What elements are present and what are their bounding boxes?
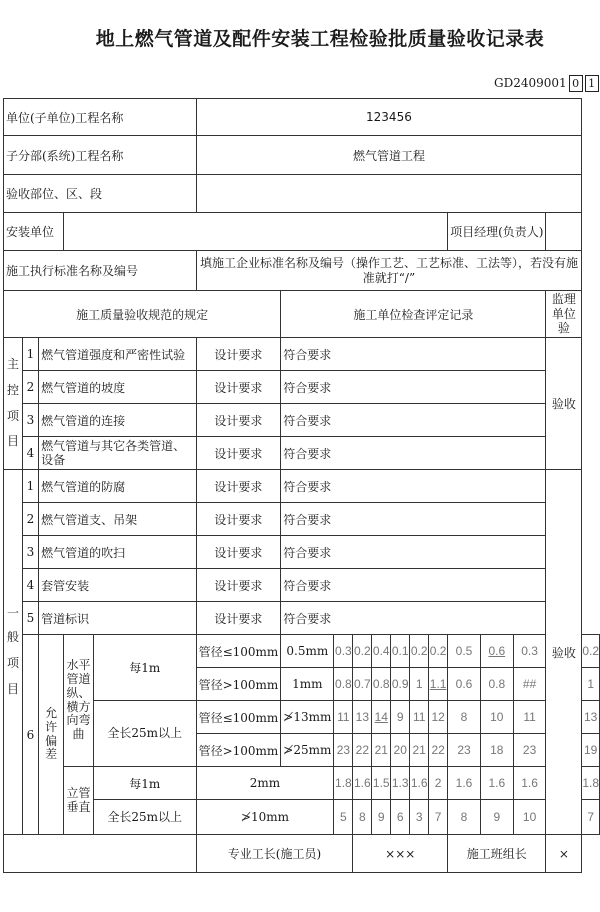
measured-value[interactable]: 9 [372,800,391,835]
unit-project-label: 单位(子单位)工程名称 [4,99,197,136]
deviation-limit: 2mm [196,767,334,800]
item-name: 燃气管道强度和严密性试验 [39,338,197,371]
deviation-number: 6 [22,635,38,835]
item-result[interactable]: 符合要求 [281,338,546,371]
deviation-limit: 0.5mm [281,635,334,668]
deviation-label: 允许偏差 [39,635,64,835]
measured-value[interactable]: 8 [353,800,372,835]
inspection-form-table [3,98,600,873]
main-acceptance[interactable]: 验收 [546,338,582,470]
page-title: 地上燃气管道及配件安装工程检验批质量验收记录表 [95,28,545,50]
measured-value[interactable]: 7 [582,800,600,835]
unit-project-value[interactable]: 123456 [196,99,582,136]
measured-value[interactable]: 21 [372,734,391,767]
item-result[interactable]: 符合要求 [281,437,546,470]
measured-value[interactable]: ## [513,668,546,701]
item-number: 5 [22,602,38,635]
per-meter-label: 每1m [93,767,196,800]
measured-value[interactable]: 1.6 [353,767,372,800]
measured-value[interactable]: 0.2 [582,635,600,668]
full-length-label: 全长25m以上 [93,701,196,767]
general-acceptance[interactable]: 验收 [546,470,582,835]
measured-value[interactable]: 23 [334,734,353,767]
item-result[interactable]: 符合要求 [281,470,546,503]
general-items-label: 一 般 项 目 [4,470,23,835]
measured-value[interactable]: 8 [448,701,481,734]
installer-label: 安装单位 [4,213,64,251]
item-name: 燃气管道的连接 [39,404,197,437]
measured-value[interactable]: 0.8 [372,668,391,701]
measured-value[interactable]: 14 [372,701,391,734]
measured-value[interactable]: 1.6 [513,767,546,800]
measured-value[interactable]: 0.6 [448,668,481,701]
main-control-label: 主 控 项 目 [4,338,23,470]
measured-value[interactable]: 23 [513,734,546,767]
item-number: 1 [22,338,38,371]
item-number: 4 [22,437,38,470]
measured-value[interactable]: 1 [410,668,429,701]
subsection-label: 子分部(系统)工程名称 [4,136,197,175]
item-number: 1 [22,470,38,503]
item-result[interactable]: 符合要求 [281,371,546,404]
measured-value[interactable]: 0.3 [334,635,353,668]
item-number: 2 [22,503,38,536]
item-requirement: 设计要求 [196,503,281,536]
standard-value[interactable]: 填施工企业标准名称及编号（操作工艺、工艺标准、工法等），若没有施准就打“/” [196,251,582,291]
item-number: 3 [22,404,38,437]
measured-value[interactable]: 21 [410,734,429,767]
measured-value[interactable]: 1.8 [582,767,600,800]
item-requirement: 设计要求 [196,338,281,371]
item-name: 燃气管道的坡度 [39,371,197,404]
item-number: 3 [22,536,38,569]
item-name: 燃气管道的防腐 [39,470,197,503]
measured-value[interactable]: 0.8 [480,668,513,701]
item-name: 燃气管道支、吊架 [39,503,197,536]
measured-value[interactable]: 0.4 [372,635,391,668]
measured-value[interactable]: 1.8 [334,767,353,800]
deviation-limit: ≯10mm [196,800,334,835]
standard-label: 施工执行标准名称及编号 [4,251,197,291]
measured-value[interactable]: 11 [513,701,546,734]
measured-value[interactable]: 1.6 [410,767,429,800]
pm-label: 项目经理(负责人) [448,213,546,251]
measured-value[interactable]: 0.6 [480,635,513,668]
measured-value[interactable]: 1.6 [448,767,481,800]
signoff-blank [4,835,197,873]
installer-value[interactable] [64,213,448,251]
foreman-label: 专业工长(施工员) [196,835,353,873]
measured-value[interactable]: 22 [429,734,448,767]
measured-value[interactable]: 7 [429,800,448,835]
item-result[interactable]: 符合要求 [281,569,546,602]
measured-value[interactable]: 13 [353,701,372,734]
item-name: 燃气管道与其它各类管道、设备 [39,437,197,470]
location-value[interactable] [196,175,582,213]
measured-value[interactable]: 0.2 [410,635,429,668]
item-number: 4 [22,569,38,602]
measured-value[interactable]: 0.1 [391,635,410,668]
measured-value[interactable]: 20 [391,734,410,767]
measured-value[interactable]: 13 [582,701,600,734]
item-name: 管道标识 [39,602,197,635]
measured-value[interactable]: 6 [391,800,410,835]
measured-value[interactable]: 0.9 [391,668,410,701]
per-meter-label: 每1m [93,635,196,701]
measured-value[interactable]: 22 [353,734,372,767]
measured-value[interactable]: 9 [391,701,410,734]
team-leader-value[interactable]: × [546,835,582,873]
form-code [494,75,599,92]
deviation-limit: 1mm [281,668,334,701]
measured-value[interactable]: 10 [480,701,513,734]
item-result[interactable]: 符合要求 [281,503,546,536]
measured-value[interactable]: 11 [334,701,353,734]
measured-value[interactable]: 5 [334,800,353,835]
horizontal-bend-label: 水平管道纵、横方向弯曲 [64,635,94,767]
item-requirement: 设计要求 [196,404,281,437]
item-requirement: 设计要求 [196,437,281,470]
item-name: 套管安装 [39,569,197,602]
supervision-column-header: 监理单位验 [546,291,582,338]
deviation-condition: 管径>100mm [196,668,281,701]
form-code-box[interactable]: 0 [569,75,583,92]
deviation-condition: 管径>100mm [196,734,281,767]
deviation-limit: ≯13mm [281,701,334,734]
measured-value[interactable]: 12 [429,701,448,734]
record-column-header: 施工单位检查评定记录 [281,291,546,338]
measured-value[interactable]: 0.3 [513,635,546,668]
measured-value[interactable]: 1.6 [480,767,513,800]
full-length-label: 全长25m以上 [93,800,196,835]
measured-value[interactable]: 3 [410,800,429,835]
item-result[interactable]: 符合要求 [281,404,546,437]
measured-value[interactable]: 0.2 [429,635,448,668]
deviation-limit: ≯25mm [281,734,334,767]
item-name: 燃气管道的吹扫 [39,536,197,569]
measured-value[interactable]: 18 [480,734,513,767]
deviation-condition: 管径≤100mm [196,635,281,668]
team-leader-label: 施工班组长 [448,835,546,873]
item-requirement: 设计要求 [196,569,281,602]
measured-value[interactable]: 0.8 [334,668,353,701]
measured-value[interactable]: 0.7 [353,668,372,701]
pm-value[interactable] [546,213,582,251]
vertical-pipe-label: 立管垂直 [64,767,94,835]
measured-value[interactable]: 8 [448,800,481,835]
item-result[interactable]: 符合要求 [281,536,546,569]
subsection-value[interactable]: 燃气管道工程 [196,136,582,175]
measured-value[interactable]: 1 [582,668,600,701]
item-requirement: 设计要求 [196,602,281,635]
measured-value[interactable]: 0.2 [353,635,372,668]
item-result[interactable]: 符合要求 [281,602,546,635]
deviation-condition: 管径≤100mm [196,701,281,734]
form-code-box[interactable]: 1 [585,75,599,92]
item-requirement: 设计要求 [196,371,281,404]
item-requirement: 设计要求 [196,536,281,569]
measured-value[interactable]: 10 [513,800,546,835]
measured-value[interactable]: 11 [410,701,429,734]
measured-value[interactable]: 2 [429,767,448,800]
item-number: 2 [22,371,38,404]
measured-value[interactable]: 1.3 [391,767,410,800]
measured-value[interactable]: 1.1 [429,668,448,701]
measured-value[interactable]: 19 [582,734,600,767]
spec-column-header: 施工质量验收规范的规定 [4,291,281,338]
location-label: 验收部位、区、段 [4,175,197,213]
item-requirement: 设计要求 [196,470,281,503]
measured-value[interactable]: 23 [448,734,481,767]
measured-value[interactable]: 0.5 [448,635,481,668]
form-code-prefix: GD2409001 [494,76,567,90]
foreman-value[interactable]: ××× [353,835,448,873]
measured-value[interactable]: 9 [480,800,513,835]
measured-value[interactable]: 1.5 [372,767,391,800]
